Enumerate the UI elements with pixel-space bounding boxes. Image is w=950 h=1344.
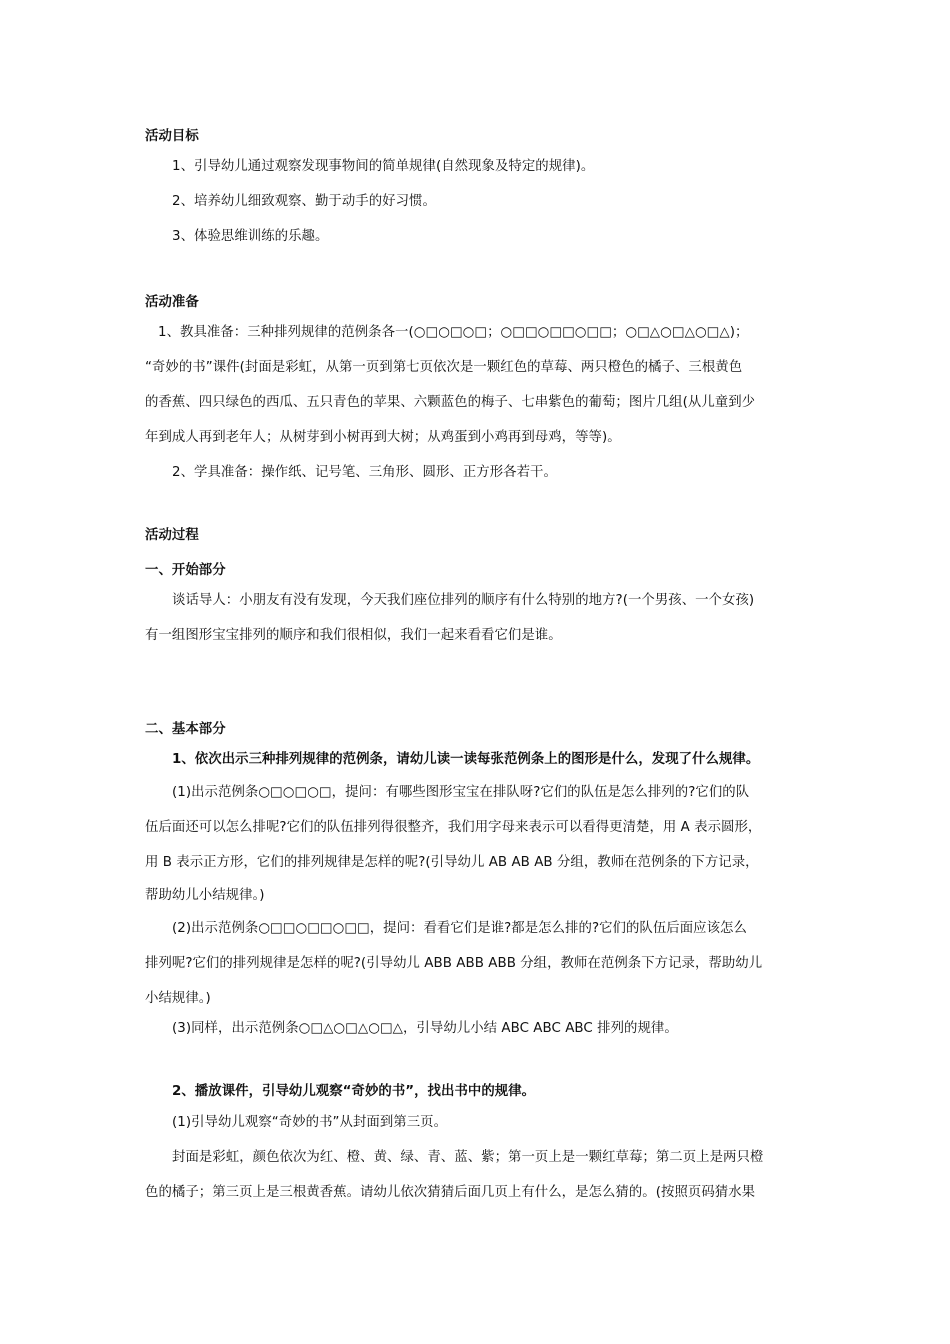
part2-line: 排列呢?它们的排列规律是怎样的呢?(引导幼儿 ABB ABB ABB 分组，教师在范例条下方记录，帮助幼儿 xyxy=(145,956,763,971)
process-heading: 活动过程 xyxy=(145,528,199,543)
goal-item: 2、培养幼儿细致观察、勤于动手的好习惯。 xyxy=(172,194,436,209)
part1-heading: 一、开始部分 xyxy=(145,563,226,578)
goal-item: 1、引导幼儿通过观察发现事物间的简单规律(自然现象及特定的规律)。 xyxy=(172,159,595,174)
step1-heading: 1、依次出示三种排列规律的范例条，请幼儿读一读每张范例条上的图形是什么，发现了什么规律。 xyxy=(172,752,760,767)
part2-line: 帮助幼儿小结规律。) xyxy=(145,888,265,903)
part2-line: (1)引导幼儿观察“奇妙的书”从封面到第三页。 xyxy=(172,1115,448,1130)
part2-line: 伍后面还可以怎么排呢?它们的队伍排列得很整齐，我们用字母来表示可以看得更清楚，用 A 表示圆形， xyxy=(145,820,762,835)
part2-line: 封面是彩虹，颜色依次为红、橙、黄、绿、青、蓝、紫；第一页上是一颗红草莓；第二页上是两只橙 xyxy=(172,1150,764,1165)
prep-line: 年到成人再到老年人；从树芽到小树再到大树；从鸡蛋到小鸡再到母鸡，等等)。 xyxy=(145,430,621,445)
prep-line: 2、学具准备：操作纸、记号笔、三角形、圆形、正方形各若干。 xyxy=(172,465,557,480)
step2-heading: 2、播放课件，引导幼儿观察“奇妙的书”，找出书中的规律。 xyxy=(172,1084,536,1099)
part2-line: (3)同样，出示范例条○□△○□△○□△，引导幼儿小结 ABC ABC ABC 排列的规律。 xyxy=(172,1021,678,1036)
part2-line: (1)出示范例条○□○□○□，提问：有哪些图形宝宝在排队呀?它们的队伍是怎么排列的?它们的队 xyxy=(172,785,750,800)
prep-line: 的香蕉、四只绿色的西瓜、五只青色的苹果、六颗蓝色的梅子、七串紫色的葡萄；图片几组(从儿童到少 xyxy=(145,395,756,410)
part2-line: 用 B 表示正方形，它们的排列规律是怎样的呢?(引导幼儿 AB AB AB 分组，教师在范例条的下方记录， xyxy=(145,855,759,870)
prep-line: 1、教具准备：三种排列规律的范例条各一(○□○□○□；○□□○□□○□□；○□△○□△○□△)； xyxy=(158,325,749,340)
part1-line: 有一组图形宝宝排列的顺序和我们很相似，我们一起来看看它们是谁。 xyxy=(145,628,562,643)
part2-line: 小结规律。) xyxy=(145,991,211,1006)
goal-item: 3、体验思维训练的乐趣。 xyxy=(172,229,329,244)
part2-heading: 二、基本部分 xyxy=(145,722,226,737)
prep-line: “奇妙的书”课件(封面是彩虹，从第一页到第七页依次是一颗红色的草莓、两只橙色的橘子、三根黄色 xyxy=(145,360,743,375)
goals-heading: 活动目标 xyxy=(145,129,199,144)
part1-line: 谈话导人：小朋友有没有发现，今天我们座位排列的顺序有什么特别的地方?(一个男孩、一个女孩) xyxy=(172,593,755,608)
prep-heading: 活动准备 xyxy=(145,295,199,310)
part2-line: (2)出示范例条○□□○□□○□□，提问：看看它们是谁?都是怎么排的?它们的队伍后面应该怎么 xyxy=(172,921,747,936)
part2-line: 色的橘子；第三页上是三根黄香蕉。请幼儿依次猜猜后面几页上有什么，是怎么猜的。(按照页码猜水果 xyxy=(145,1185,756,1200)
